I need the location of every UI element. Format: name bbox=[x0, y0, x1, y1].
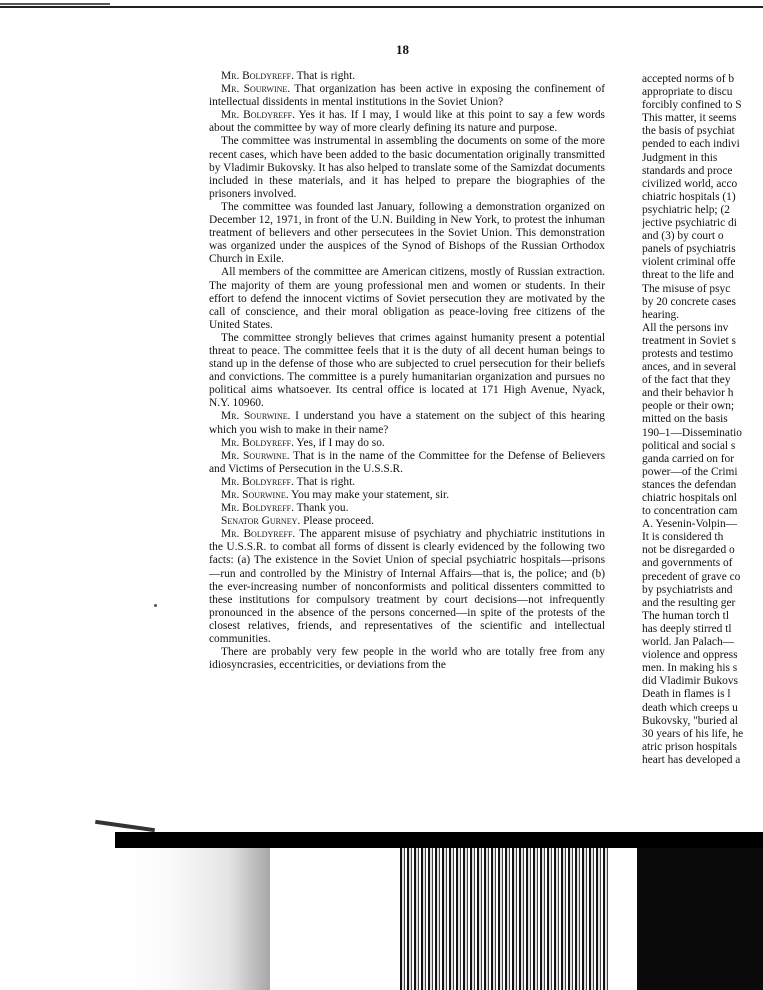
right-column-line: to concentration cam bbox=[642, 505, 738, 518]
right-column-line: power—of the Crimi bbox=[642, 465, 738, 478]
paragraph-text: Please proceed. bbox=[300, 515, 374, 528]
paragraph-text: There are probably very few people in the world who are totally free from any idiosyncrasies, eccentricities, or deviations from the bbox=[209, 646, 605, 672]
paragraph-text: Yes, if I may do so. bbox=[293, 436, 385, 449]
paragraph bbox=[209, 109, 605, 135]
paragraph-text: That is right. bbox=[293, 70, 356, 82]
paragraph bbox=[209, 410, 605, 436]
paragraph-text: The apparent misuse of psychiatry and phychiatric institutions in the U.S.S.R. to combat all forms of dissent is clearly evidenced by the following two facts: (a) The existence in the Soviet Union of special psychiatric hospitals—prisons—run and controlled by the Ministry of Internal Affairs—that is, the police; and (b) the ever-increasing number of nonconformists and political dissenters committed to these institutions for compulsory treatment by court decisions—not infrequently pronounced in the absence of the persons concerned—in spite of the protests of the closest relatives, friends, and representatives of the scientific and intellectual communities. bbox=[209, 528, 605, 646]
right-column-line: Death in flames is l bbox=[642, 688, 731, 701]
right-column-line: jective psychiatric di bbox=[642, 217, 737, 230]
right-column-line: protests and testimo bbox=[642, 347, 734, 360]
right-column-line: violent criminal offe bbox=[642, 256, 736, 269]
right-column-line: and their behavior h bbox=[642, 387, 734, 400]
paragraph-text: That organization has been active in exposing the confinement of intellectual dissidents in mental institutions in the Soviet Union? bbox=[209, 83, 606, 109]
paragraph bbox=[209, 135, 605, 200]
paragraph bbox=[209, 201, 605, 266]
right-column-line: chiatric hospitals (1) bbox=[642, 190, 736, 203]
right-column-line: forcibly confined to S bbox=[642, 99, 742, 112]
scan-black-block bbox=[637, 848, 763, 990]
scan-bottom-artifact bbox=[0, 820, 763, 990]
paragraph bbox=[209, 489, 605, 502]
speaker-name: Mr. Sourwine. bbox=[221, 449, 290, 462]
right-column-line: precedent of grave co bbox=[642, 570, 741, 583]
right-column-line: psychiatric help; (2 bbox=[642, 203, 730, 216]
right-column-line: has deeply stirred tl bbox=[642, 622, 732, 635]
right-column-line: pended to each indivi bbox=[642, 138, 740, 151]
scan-speck bbox=[154, 604, 157, 607]
right-column-line: people or their own; bbox=[642, 400, 735, 413]
right-column-line: stances the defendan bbox=[642, 478, 737, 491]
right-column-line: hearing. bbox=[642, 308, 680, 321]
right-column-line: political and social s bbox=[642, 439, 736, 452]
paragraph bbox=[209, 437, 605, 450]
paragraph bbox=[209, 515, 605, 528]
right-column-line: accepted norms of b bbox=[642, 73, 735, 85]
paragraph-text: All members of the committee are American citizens, mostly of Russian extraction. The majority of them are young professional men and women or students. In their effort to defend the innocent victims of Soviet persecution they are motivated by the call of conscience, and their moral obligation as peace-loving free citizens of the United States. bbox=[209, 266, 605, 331]
speaker-name: Mr. Boldyreff. bbox=[221, 475, 294, 488]
right-column-line: death which creeps u bbox=[642, 701, 738, 714]
scan-edge-mark bbox=[0, 3, 110, 5]
speaker-name: Senator Gurney. bbox=[221, 515, 301, 528]
right-column-line: and the resulting ger bbox=[642, 596, 736, 609]
right-column-line: A. Yesenin-Volpin— bbox=[642, 518, 738, 531]
paragraph-text: Thank you. bbox=[293, 502, 349, 515]
right-column-line: 30 years of his life, he bbox=[642, 727, 744, 740]
scan-noise-block bbox=[400, 848, 610, 990]
right-column-line: 190–1—Disseminatio bbox=[642, 426, 742, 439]
speaker-name: Mr. Sourwine. bbox=[221, 410, 291, 423]
paragraph-text: You may make your statement, sir. bbox=[288, 489, 450, 501]
right-column-line: by psychiatrists and bbox=[642, 583, 733, 596]
paragraph-text: I understand you have a statement on the subject of this hearing which you wish to make in their name? bbox=[209, 410, 605, 436]
right-column-line: All the persons inv bbox=[642, 321, 729, 334]
right-column-line: treatment in Soviet s bbox=[642, 334, 736, 347]
main-text-column bbox=[209, 70, 605, 672]
paragraph-text: The committee strongly believes that crimes against humanity present a potential threat to peace. The committee feels that it is the duty of all decent human beings to stand up in the defense of those who are subjected to cruel persecution for their beliefs and convictions. The committee is a purely humanitarian organization and pursues no political aims whatsoever. Its central office is located at 171 High Avenue, Nyack, N.Y. 10960. bbox=[209, 331, 605, 410]
right-column-line: and (3) by court o bbox=[642, 230, 724, 243]
speaker-name: Mr. Boldyreff. bbox=[221, 70, 294, 82]
scan-white-gap bbox=[612, 848, 637, 990]
paragraph bbox=[209, 450, 605, 476]
right-column-line: The misuse of psyc bbox=[642, 282, 731, 295]
speaker-name: Mr. Sourwine. bbox=[221, 489, 289, 501]
right-text-column-cropped bbox=[642, 73, 763, 767]
paragraph-text: The committee was founded last January, following a demonstration organized on December 12, 1971, in front of the U.N. Building in New York, to protest the inhuman treatment of believers and other persecutees in the Soviet Union. This demonstration was organized under the auspices of the Synod of Bishops of the Russian Orthodox Church in Exile. bbox=[209, 200, 605, 266]
right-column-line: atric prison hospitals bbox=[642, 740, 737, 753]
paragraph-text: That is in the name of the Committee for the Defense of Believers and Victims of Persecution in the U.S.S.R. bbox=[209, 449, 606, 475]
right-column-line: not be disregarded o bbox=[642, 544, 735, 557]
paragraph bbox=[209, 476, 605, 489]
right-column-line: It is considered th bbox=[642, 531, 724, 544]
right-column-line: ganda carried on for bbox=[642, 452, 735, 465]
paragraph-text: Yes it has. If I may, I would like at this point to say a few words about the committee by way of more clearly defining its nature and purpose. bbox=[209, 109, 605, 135]
paragraph bbox=[209, 70, 605, 83]
right-column-line: violence and oppress bbox=[642, 649, 738, 662]
scan-top-border bbox=[0, 6, 763, 8]
right-column-line: appropriate to discu bbox=[642, 86, 733, 99]
scan-smudge bbox=[95, 820, 155, 832]
page-number: 18 bbox=[396, 42, 409, 57]
scan-gray-gradient bbox=[130, 848, 270, 990]
right-column-line: mitted on the basis bbox=[642, 413, 728, 426]
right-column-line: heart has developed a bbox=[642, 753, 741, 766]
right-column-line: men. In making his s bbox=[642, 662, 738, 675]
right-column-line: standards and proce bbox=[642, 164, 733, 177]
right-column-line: by 20 concrete cases bbox=[642, 295, 736, 308]
speaker-name: Mr. Sourwine. bbox=[221, 83, 291, 96]
speaker-name: Mr. Boldyreff. bbox=[221, 109, 295, 122]
paragraph-text: That is right. bbox=[293, 475, 356, 488]
right-column-line: world. Jan Palach— bbox=[642, 636, 735, 649]
right-column-line: chiatric hospitals onl bbox=[642, 492, 737, 504]
speaker-name: Mr. Boldyreff. bbox=[221, 502, 294, 515]
right-column-line: threat to the life and bbox=[642, 269, 734, 282]
right-column-line: This matter, it seems bbox=[642, 112, 737, 125]
paragraph bbox=[209, 83, 605, 109]
paragraph bbox=[209, 646, 605, 672]
scan-black-band bbox=[115, 832, 763, 848]
right-column-line: the basis of psychiat bbox=[642, 125, 735, 138]
right-column-line: Bukovsky, "buried al bbox=[642, 714, 738, 727]
speaker-name: Mr. Boldyreff. bbox=[221, 436, 294, 449]
right-column-line: panels of psychiatris bbox=[642, 243, 736, 256]
right-column-line: ances, and in several bbox=[642, 361, 737, 374]
right-column-line: and governments of bbox=[642, 557, 733, 570]
right-column-line: civilized world, acco bbox=[642, 177, 738, 190]
paragraph bbox=[209, 266, 605, 331]
paragraph bbox=[209, 332, 605, 411]
right-column-line: Judgment in this bbox=[642, 151, 718, 164]
right-column-line: did Vladimir Bukovs bbox=[642, 675, 738, 688]
paragraph-text: The committee was instrumental in assembling the documents on some of the more recent cases, which have been added to the basic documentation originally transmitted by Vladimir Bukovsky. It has also helped to translate some of the Samizdat documents included in these materials, and it has helped to prepare the biographies of the prisoners involved. bbox=[209, 135, 605, 200]
speaker-name: Mr. Boldyreff. bbox=[221, 528, 296, 541]
paragraph bbox=[209, 502, 605, 515]
right-column-line: of the fact that they bbox=[642, 374, 731, 387]
right-column-line: The human torch tl bbox=[642, 609, 729, 622]
paragraph bbox=[209, 528, 605, 646]
